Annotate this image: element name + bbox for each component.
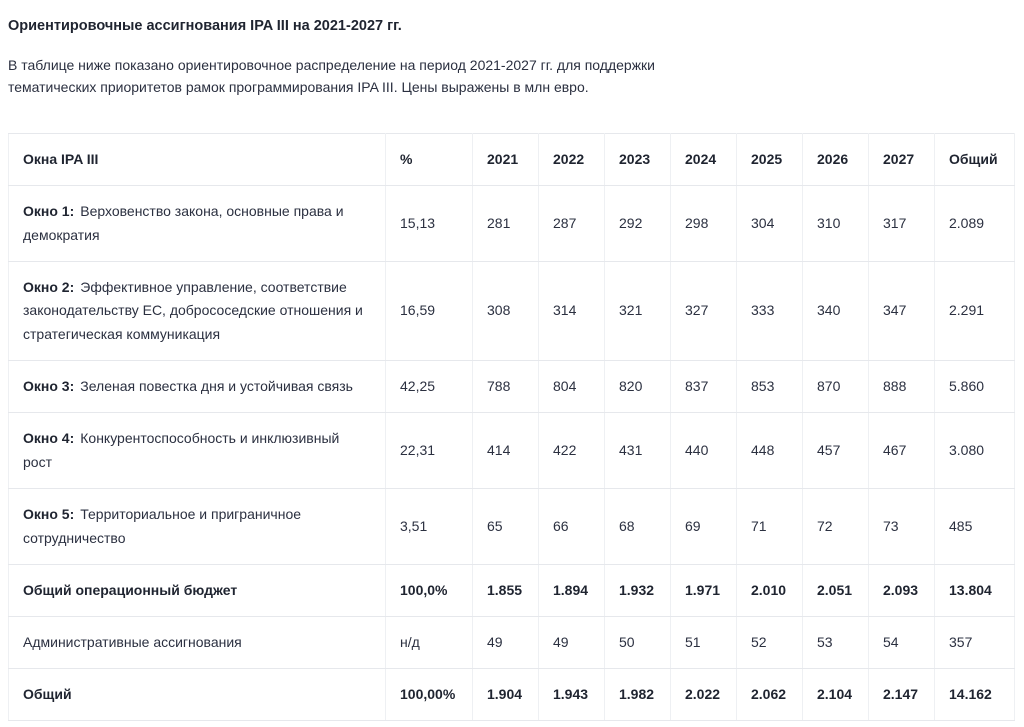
- table-cell: 49: [473, 617, 539, 669]
- table-row: [9, 262, 1015, 361]
- window-cell: [9, 262, 386, 361]
- column-header: 2027: [869, 134, 935, 186]
- table-row: [9, 361, 1015, 413]
- table-cell: 888: [869, 361, 935, 413]
- table-cell: 327: [671, 262, 737, 361]
- table-cell: 51: [671, 617, 737, 669]
- window-cell: [9, 361, 386, 413]
- table-cell: 14.162: [935, 669, 1015, 721]
- window-name: Зеленая повестка дня и устойчивая связь: [80, 377, 353, 394]
- window-name: Конкурентоспособность и инклюзивный рост: [23, 430, 340, 470]
- table-cell: 42,25: [386, 361, 473, 413]
- table-cell: 100,0%: [386, 565, 473, 617]
- table-cell: 304: [737, 186, 803, 262]
- table-cell: 3,51: [386, 489, 473, 565]
- table-cell: 68: [605, 489, 671, 565]
- table-cell: 2.147: [869, 669, 935, 721]
- table-cell: 357: [935, 617, 1015, 669]
- table-cell: 2.062: [737, 669, 803, 721]
- table-cell: 16,59: [386, 262, 473, 361]
- table-cell: 788: [473, 361, 539, 413]
- window-label: Окно 4:: [23, 430, 75, 446]
- table-cell: 2.010: [737, 565, 803, 617]
- table-cell: 292: [605, 186, 671, 262]
- table-cell: 2.093: [869, 565, 935, 617]
- row-label: Общий операционный бюджет: [9, 565, 386, 617]
- table-cell: 347: [869, 262, 935, 361]
- column-header: %: [386, 134, 473, 186]
- table-cell: 50: [605, 617, 671, 669]
- table-cell: 414: [473, 413, 539, 489]
- table-cell: 5.860: [935, 361, 1015, 413]
- table-cell: 66: [539, 489, 605, 565]
- table-cell: 15,13: [386, 186, 473, 262]
- administrative-row: [9, 617, 1015, 669]
- window-name: Территориальное и приграничное сотрудничество: [23, 506, 302, 546]
- window-label: Окно 1:: [23, 203, 75, 219]
- table-cell: 1.855: [473, 565, 539, 617]
- table-cell: 1.932: [605, 565, 671, 617]
- table-cell: 53: [803, 617, 869, 669]
- table-cell: 422: [539, 413, 605, 489]
- table-cell: 2.089: [935, 186, 1015, 262]
- table-cell: 448: [737, 413, 803, 489]
- table-cell: 54: [869, 617, 935, 669]
- table-cell: 1.982: [605, 669, 671, 721]
- column-header: 2026: [803, 134, 869, 186]
- table-cell: 837: [671, 361, 737, 413]
- column-header: 2024: [671, 134, 737, 186]
- table-cell: 317: [869, 186, 935, 262]
- table-cell: 2.051: [803, 565, 869, 617]
- window-cell: [9, 413, 386, 489]
- table-cell: 1.943: [539, 669, 605, 721]
- table-cell: 2.291: [935, 262, 1015, 361]
- window-name: Эффективное управление, соответствие законодательству ЕС, добрососедские отношения и стратегическая коммуникация: [23, 278, 363, 342]
- table-row: [9, 413, 1015, 489]
- column-header: Окна IPA III: [9, 134, 386, 186]
- table-cell: 73: [869, 489, 935, 565]
- table-cell: 310: [803, 186, 869, 262]
- table-cell: 71: [737, 489, 803, 565]
- table-cell: 440: [671, 413, 737, 489]
- window-cell: [9, 186, 386, 262]
- table-cell: 1.904: [473, 669, 539, 721]
- table-cell: н/д: [386, 617, 473, 669]
- table-cell: 853: [737, 361, 803, 413]
- table-cell: 52: [737, 617, 803, 669]
- table-cell: 22,31: [386, 413, 473, 489]
- table-cell: 1.894: [539, 565, 605, 617]
- table-cell: 804: [539, 361, 605, 413]
- table-cell: 287: [539, 186, 605, 262]
- row-label: Общий: [9, 669, 386, 721]
- window-label: Окно 2:: [23, 278, 75, 295]
- table-cell: 467: [869, 413, 935, 489]
- table-cell: 69: [671, 489, 737, 565]
- operational-budget-row: [9, 565, 1015, 617]
- table-cell: 308: [473, 262, 539, 361]
- table-cell: 100,00%: [386, 669, 473, 721]
- table-cell: 72: [803, 489, 869, 565]
- table-cell: 13.804: [935, 565, 1015, 617]
- column-header: 2023: [605, 134, 671, 186]
- row-label: Административные ассигнования: [9, 617, 386, 669]
- table-cell: 49: [539, 617, 605, 669]
- table-row: [9, 489, 1015, 565]
- window-name: Верховенство закона, основные права и демократия: [23, 203, 344, 243]
- table-cell: 281: [473, 186, 539, 262]
- window-cell: [9, 489, 386, 565]
- table-cell: 1.971: [671, 565, 737, 617]
- table-cell: 485: [935, 489, 1015, 565]
- table-cell: 3.080: [935, 413, 1015, 489]
- page-title: Ориентировочные ассигнования IPA III на 2021-2027 гг.: [8, 18, 402, 34]
- table-cell: 298: [671, 186, 737, 262]
- table-cell: 65: [473, 489, 539, 565]
- table-cell: 870: [803, 361, 869, 413]
- column-header: 2022: [539, 134, 605, 186]
- table-header-row: [9, 134, 1015, 186]
- table-cell: 457: [803, 413, 869, 489]
- table-cell: 340: [803, 262, 869, 361]
- table-cell: 333: [737, 262, 803, 361]
- intro-paragraph: В таблице ниже показано ориентировочное распределение на период 2021-2027 гг. для поддержки тематических приоритетов рамок программирования IPA III. Цены выражены в млн евро.: [8, 57, 656, 95]
- total-row: [9, 669, 1015, 721]
- column-header: Общий: [935, 134, 1015, 186]
- column-header: 2021: [473, 134, 539, 186]
- table-cell: 820: [605, 361, 671, 413]
- table-cell: 2.022: [671, 669, 737, 721]
- table-cell: 321: [605, 262, 671, 361]
- table-cell: 314: [539, 262, 605, 361]
- table-cell: 2.104: [803, 669, 869, 721]
- table-cell: 431: [605, 413, 671, 489]
- window-label: Окно 5:: [23, 506, 75, 522]
- column-header: 2025: [737, 134, 803, 186]
- allocation-table: [8, 133, 1015, 721]
- window-label: Окно 3:: [23, 377, 75, 394]
- table-row: [9, 186, 1015, 262]
